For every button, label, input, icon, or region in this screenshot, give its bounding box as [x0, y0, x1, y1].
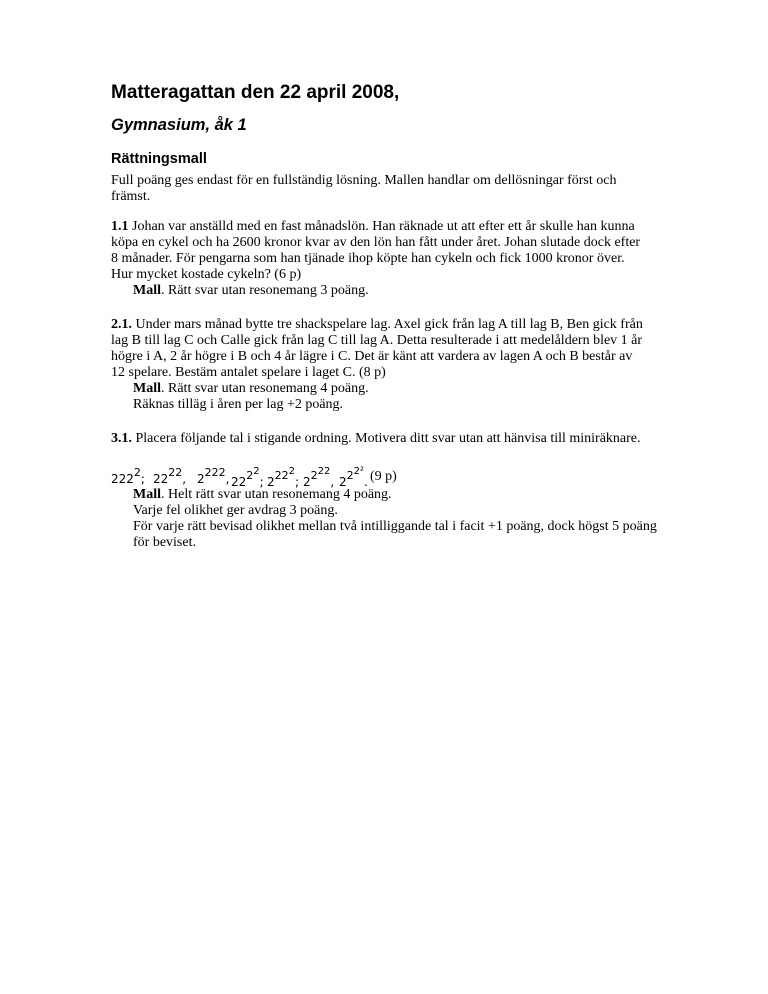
math-term: $2^{22^2}$;: [267, 466, 300, 489]
problem-text-line: köpa en cykel och ha 2600 kronor kvar av den lön han fått under året. Johan slutade dock efter: [111, 235, 641, 250]
mall-label: Mall: [133, 283, 161, 298]
problem-3-1-grading: [111, 487, 657, 551]
problem-text-line: Johan var anställd med en fast månadslön. Han räknade ut att efter ett år skulle han kunna: [132, 219, 635, 234]
problem-text-line: Placera följande tal i stigande ordning. Motivera ditt svar utan att hänvisa till miniräknare.: [135, 431, 641, 446]
intro-line: främst.: [111, 189, 151, 204]
grading-extra-line: För varje rätt bevisad olikhet mellan två intilliggande tal i facit +1 poäng, dock högst 5 poäng: [133, 519, 657, 534]
problem-text-line: Under mars månad bytte tre shackspelare lag. Axel gick från lag A till lag B, Ben gick från: [135, 317, 643, 332]
problem-1-1: [111, 219, 640, 299]
mall-label: Mall: [133, 381, 161, 396]
problem-text-line: lag B till lag C och Calle gick från lag C till lag A. Detta resulterade i att medelåldern blev 1 år: [111, 333, 643, 348]
mall-text: . Helt rätt svar utan resonemang 4 poäng.: [161, 487, 392, 502]
problem-text-line: 12 spelare. Bestäm antalet spelare i laget C. (8 p): [111, 365, 386, 380]
grading-template: [111, 283, 640, 299]
problem-text-line: 8 månader. För pengarna som han tjänade ihop köpte han cykeln och fick 1000 kronor över.: [111, 251, 625, 266]
mall-text: . Rätt svar utan resonemang 3 poäng.: [161, 283, 369, 298]
math-term: $22^{22}$,: [153, 466, 187, 486]
problem-points: (9 p): [370, 469, 397, 484]
math-term: $222^2$;: [111, 466, 145, 486]
power-tower-expressions: [111, 452, 411, 488]
problem-number: 2.1.: [111, 317, 132, 332]
problem-number: 1.1: [111, 219, 129, 234]
problem-2-1: [111, 317, 643, 413]
section-heading: Rättningsmall: [111, 151, 207, 167]
problem-text-line: högre i A, 2 år högre i B och 4 år lägre i C. Det är känt att vardera av lagen A och B består av: [111, 349, 633, 364]
grading-extra-line: Räknas tilläg i åren per lag +2 poäng.: [133, 397, 344, 412]
mall-label: Mall: [133, 487, 161, 502]
document-title: Matteragattan den 22 april 2008,: [111, 82, 400, 103]
grading-template: [111, 381, 643, 397]
document-subtitle: Gymnasium, åk 1: [111, 116, 247, 134]
math-term: $22^{2^2}$;: [231, 466, 264, 489]
intro-line: Full poäng ges endast för en fullständig lösning. Mallen handlar om dellösningar först och: [111, 173, 617, 188]
grading-extra-line: för beviset.: [133, 535, 196, 550]
intro-paragraph: [111, 173, 616, 205]
problem-text-line: Hur mycket kostade cykeln? (6 p): [111, 267, 302, 282]
mall-text: . Rätt svar utan resonemang 4 poäng.: [161, 381, 369, 396]
problem-3-1: [111, 431, 641, 447]
grading-extra-line: Varje fel olikhet ger avdrag 3 poäng.: [133, 503, 338, 518]
math-term: $2^{2^{2^2}}$.: [339, 466, 368, 489]
grading-template: [111, 487, 657, 503]
math-term: $2^{2^{22}}$,: [303, 466, 335, 489]
math-term: $2^{222}$,: [197, 466, 230, 486]
problem-number: 3.1.: [111, 431, 132, 446]
